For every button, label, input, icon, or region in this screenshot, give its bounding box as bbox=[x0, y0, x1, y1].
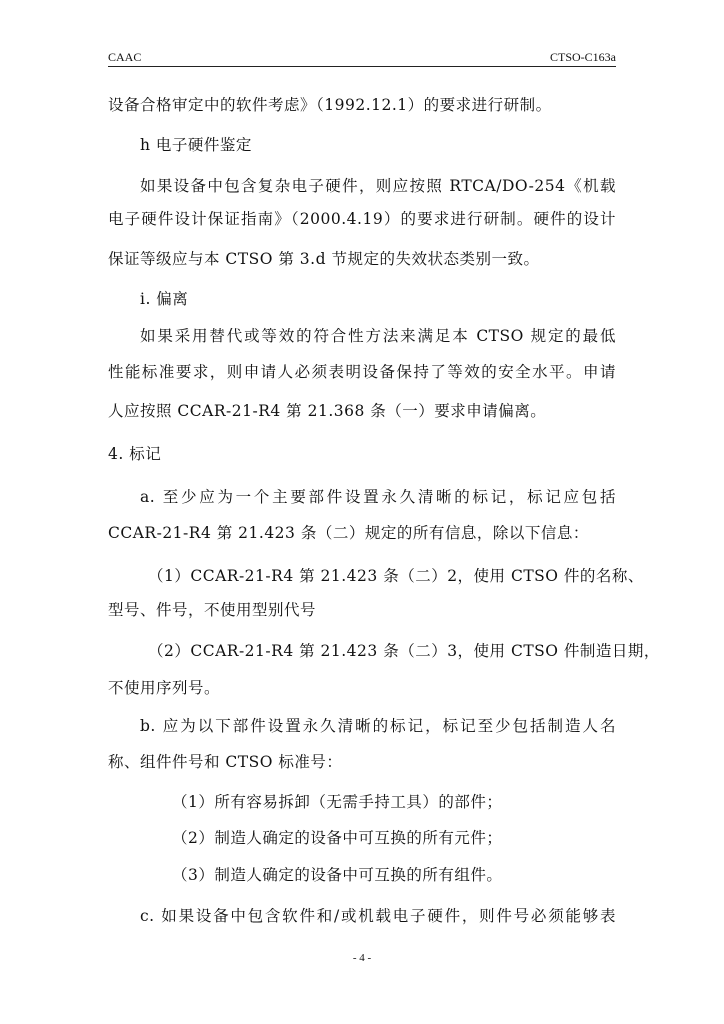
body-line-5: 保证等级应与本 CTSO 第 3.d 节规定的失效状态类别一致。 bbox=[108, 250, 540, 268]
body-line-16: 不使用序列号。 bbox=[108, 679, 221, 697]
section-heading-marking: 4. 标记 bbox=[108, 445, 162, 463]
page-header bbox=[108, 50, 616, 67]
body-line-4: 电子硬件设计保证指南》（2000.4.19）的要求进行研制。硬件的设计 bbox=[108, 210, 616, 228]
header-document-id: CTSO-C163a bbox=[550, 50, 616, 64]
list-item-2: （2）制造人确定的设备中可互换的所有元件； bbox=[172, 829, 503, 847]
body-line-1: 设备合格审定中的软件考虑》（1992.12.1）的要求进行研制。 bbox=[108, 96, 552, 114]
page-number: - 4 - bbox=[352, 952, 372, 964]
body-line-7: 如果采用替代或等效的符合性方法来满足本 CTSO 规定的最低 bbox=[140, 327, 616, 345]
body-line-14: 型号、件号，不使用型别代号 bbox=[108, 601, 317, 619]
body-line-9: 人应按照 CCAR-21-R4 第 21.368 条（一）要求申请偏离。 bbox=[108, 402, 547, 420]
body-line-15: （2）CCAR-21-R4 第 21.423 条（二）3，使用 CTSO 件制造日期， bbox=[148, 642, 660, 660]
body-line-17: b. 应为以下部件设置永久清晰的标记，标记至少包括制造人名 bbox=[140, 717, 616, 735]
list-item-3: （3）制造人确定的设备中可互换的所有组件。 bbox=[172, 866, 503, 884]
body-line-13: （1）CCAR-21-R4 第 21.423 条（二）2，使用 CTSO 件的名称、 bbox=[148, 567, 644, 585]
body-line-11: a. 至少应为一个主要部件设置永久清晰的标记，标记应包括 bbox=[140, 488, 616, 506]
body-line-8: 性能标准要求，则申请人必须表明设备保持了等效的安全水平。申请 bbox=[108, 363, 616, 381]
body-line-18: 称、组件件号和 CTSO 标准号： bbox=[108, 753, 343, 771]
subsection-heading-h: h 电子硬件鉴定 bbox=[140, 136, 252, 154]
body-line-22: c. 如果设备中包含软件和/或机载电子硬件，则件号必须能够表 bbox=[140, 907, 616, 925]
body-line-12: CCAR-21-R4 第 21.423 条（二）规定的所有信息，除以下信息： bbox=[108, 524, 589, 542]
list-item-1: （1）所有容易拆卸（无需手持工具）的部件； bbox=[172, 793, 503, 811]
header-organization: CAAC bbox=[108, 50, 142, 64]
body-line-3: 如果设备中包含复杂电子硬件，则应按照 RTCA/DO-254《机载 bbox=[140, 177, 616, 195]
subsection-heading-i: i. 偏离 bbox=[140, 290, 189, 308]
